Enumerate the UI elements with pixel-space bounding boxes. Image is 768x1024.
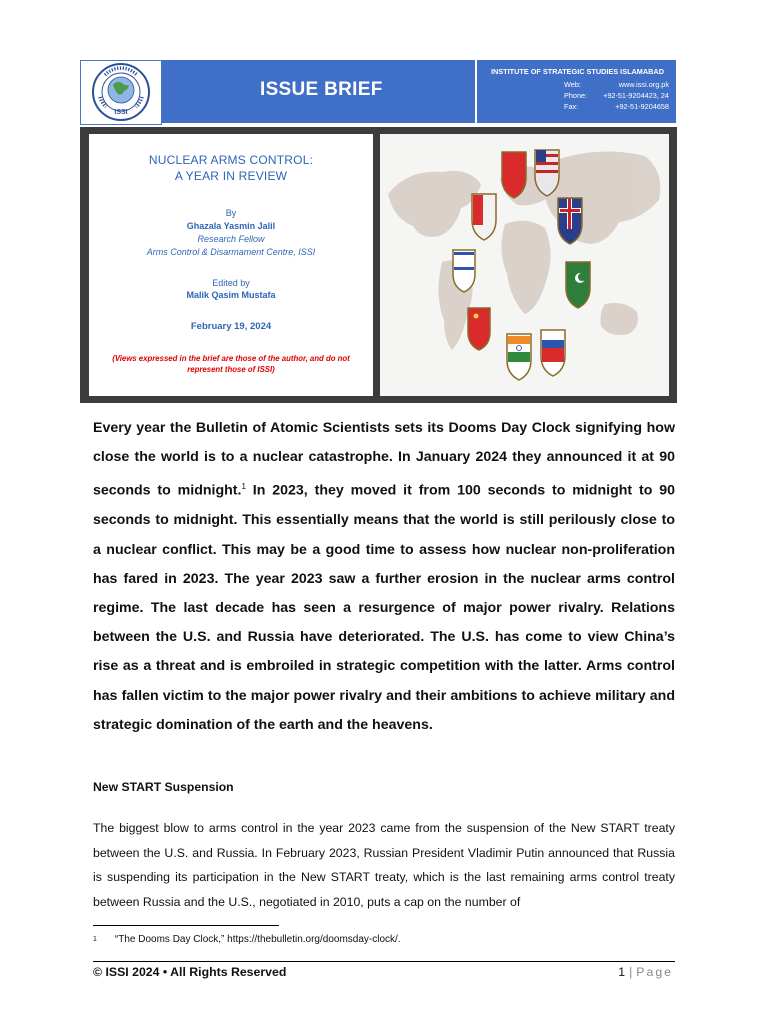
institute-name: INSTITUTE OF STRATEGIC STUDIES ISLAMABAD <box>491 67 664 76</box>
page-label: Page <box>636 965 673 979</box>
brief-title <box>89 153 373 184</box>
author-name: Ghazala Yasmin Jalil <box>186 221 276 231</box>
footnote-number: 1 <box>93 936 97 943</box>
by-label: By <box>225 208 237 218</box>
web-value[interactable]: www.issi.org.pk <box>618 80 669 89</box>
web-label: Web: <box>564 80 581 89</box>
cover-title-panel <box>89 134 373 396</box>
author-role: Research Fellow <box>197 234 265 244</box>
brief-title-line-1: NUCLEAR ARMS CONTROL: <box>148 153 314 167</box>
institute-contact-box <box>477 60 676 123</box>
section-heading: New START Suspension <box>93 780 234 794</box>
edited-by-label: Edited by <box>212 278 250 288</box>
lead-text-part-1: Every year the Bulletin of Atomic Scientists sets its Dooms Day Clock signifying how close the world is to a nuclear catastrophe. In January 2024 they announced it at 90 seconds to midnight. <box>93 420 675 500</box>
lead-text-part-2: In 2023, they moved it from 100 seconds to midnight to 90 seconds to midnight. This essentially means that the world is still perilously close to a nuclear conflict. This may be a good time to assess how nuclear non-proliferation has fared in 2023. The year 2023 saw a further erosion in the nuclear arms control regime. The last decade has seen a resurgence of major power rivalry. Relations between the U.S. and Russia have deteriorated. The U.S. has come to view China’s rise as a threat and is embroiled in strategic competition with the latter. Arms control has fallen victim to the major power rivalry and their ambitions to achieve military and strategic domination of the earth and the heavens. <box>93 483 675 733</box>
logo-text: ISSI <box>114 109 128 116</box>
issue-brief-banner <box>162 60 475 123</box>
publication-date: February 19, 2024 <box>190 321 272 332</box>
page-separator: | <box>629 965 633 979</box>
phone-label: Phone: <box>564 91 588 100</box>
fax-label: Fax: <box>564 102 579 111</box>
banner-title: ISSUE BRIEF <box>260 79 383 100</box>
author-organization: Arms Control & Disarmament Centre, ISSI <box>146 247 316 257</box>
footnote <box>93 934 401 945</box>
phone-value: +92-51-9204423, 24 <box>603 91 669 100</box>
lead-paragraph <box>93 414 675 740</box>
brief-title-line-2: A YEAR IN REVIEW <box>174 168 288 183</box>
issi-logo <box>80 60 162 125</box>
world-map-with-flag-shields <box>380 134 669 396</box>
footer-copyright: © ISSI 2024 • All Rights Reserved <box>93 965 287 979</box>
page-number: 1 <box>618 965 626 979</box>
footnote-reference[interactable]: 1 <box>241 482 246 492</box>
footer-divider <box>93 961 675 962</box>
disclaimer: (Views expressed in the brief are those of the author, and do not represent those of ISSI) <box>112 354 350 374</box>
footer-page-indicator <box>618 965 673 979</box>
footnote-divider <box>93 925 279 926</box>
fax-value: +92-51-9204658 <box>615 102 669 111</box>
footnote-text[interactable]: “The Dooms Day Clock,” https://thebulletin.org/doomsday-clock/. <box>114 934 401 945</box>
editor-name: Malik Qasim Mustafa <box>186 290 276 300</box>
body-paragraph: The biggest blow to arms control in the year 2023 came from the suspension of the New START treaty between the U.S. and Russia. In February 2023, Russian President Vladimir Putin announced that Russia is suspending its participation in the New START treaty, which is the last remaining arms control treaty between Russia and the U.S., negotiated in 2010, puts a cap on the number of <box>93 821 675 909</box>
